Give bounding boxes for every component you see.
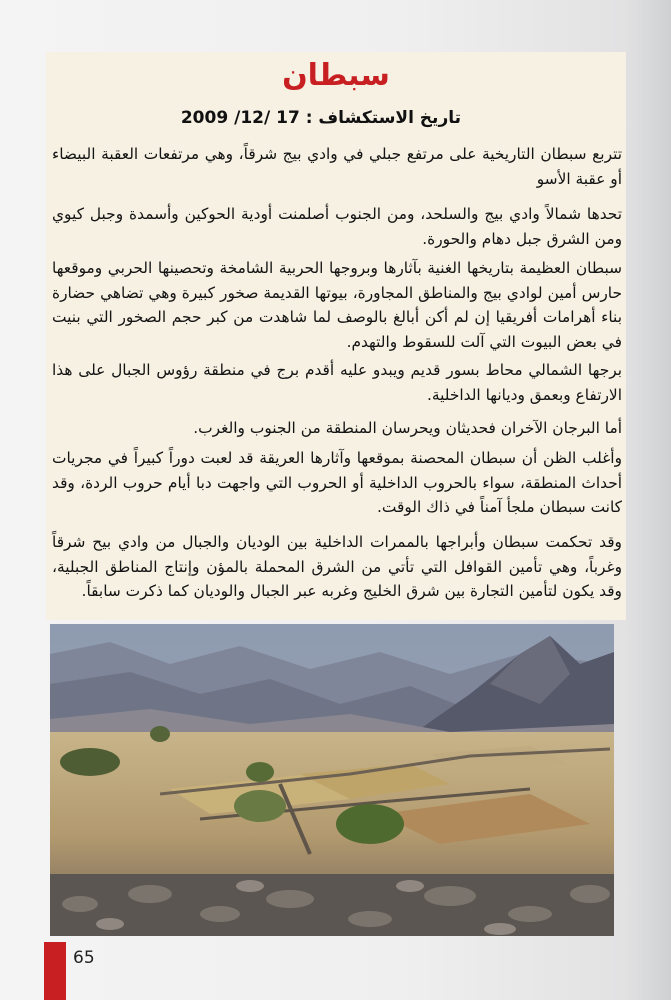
page-title: سبطان <box>282 58 390 93</box>
paragraph-1: تتربع سبطان التاريخية على مرتفع جبلي في وادي بيج شرقاً، وهي مرتفعات العقبة البيضاء أو عقبة الأسو <box>52 145 622 188</box>
page-number-marker <box>44 942 66 1000</box>
paragraph-5: أما البرجان الآخران فحديثان ويحرسان المنطقة من الجنوب والغرب. <box>193 419 622 437</box>
paragraph-3: سبطان العظيمة بتاريخها الغنية بآثارها وبروجها الحربية الشامخة وتحصينها الحربي وموقعها حارس أمين لوادي بيج والمناطق المجاورة، بيوتها القديمة صخور كبيرة وهي تضاهي حضارة بناء أهرامات أفريقيا إن لم أكن أبالغ بالوصف لما شاهدت من كبر حجم الصخور التي بنيت في بعض البيوت التي آلت للسقوط والتهدم. <box>52 259 622 351</box>
paragraph-6: وأغلب الظن أن سبطان المحصنة بموقعها وآثارها العريقة قد لعبت دوراً كبيراً في مجريات أحداث المنطقة، سواء بالحروب الداخلية أو الحروب التي واجهت دبا أيام حروب الردة، وقد كانت سبطان ملجأ آمناً في ذاك الوقت. <box>52 449 622 516</box>
paragraph-2: تحدها شمالاً وادي بيج والسلحد، ومن الجنوب أصلمنت أودية الحوكين وأسمدة وجبل كيوي ومن الشرق جبل دهام والحورة. <box>52 205 622 248</box>
paragraph-7: وقد تحكمت سبطان وأبراجها بالممرات الداخلية بين الوديان والجبال من وادي بيح شرقاً وغرباً، وهي تأمين القوافل التي تأتي من الشرق المحملة بالمؤن وإنتاج المناطق الجبلية، وقد يكون لتأمين التجارة بين شرق الخليج وغربه عبر الجبال والوديان كما ذكرت سابقاً. <box>52 533 622 600</box>
landscape-illustration <box>50 624 614 936</box>
mountain-village-photo <box>50 624 614 936</box>
page-number: 65 <box>73 948 95 968</box>
exploration-date: تاريخ الاستكشاف : 17 /12/ 2009 <box>180 108 461 128</box>
paragraph-4: برجها الشمالي محاط بسور قديم ويبدو عليه أقدم برج في منطقة رؤوس الجبال على هذا الارتفاع وبعمق وديانها الداخلية. <box>52 361 622 404</box>
